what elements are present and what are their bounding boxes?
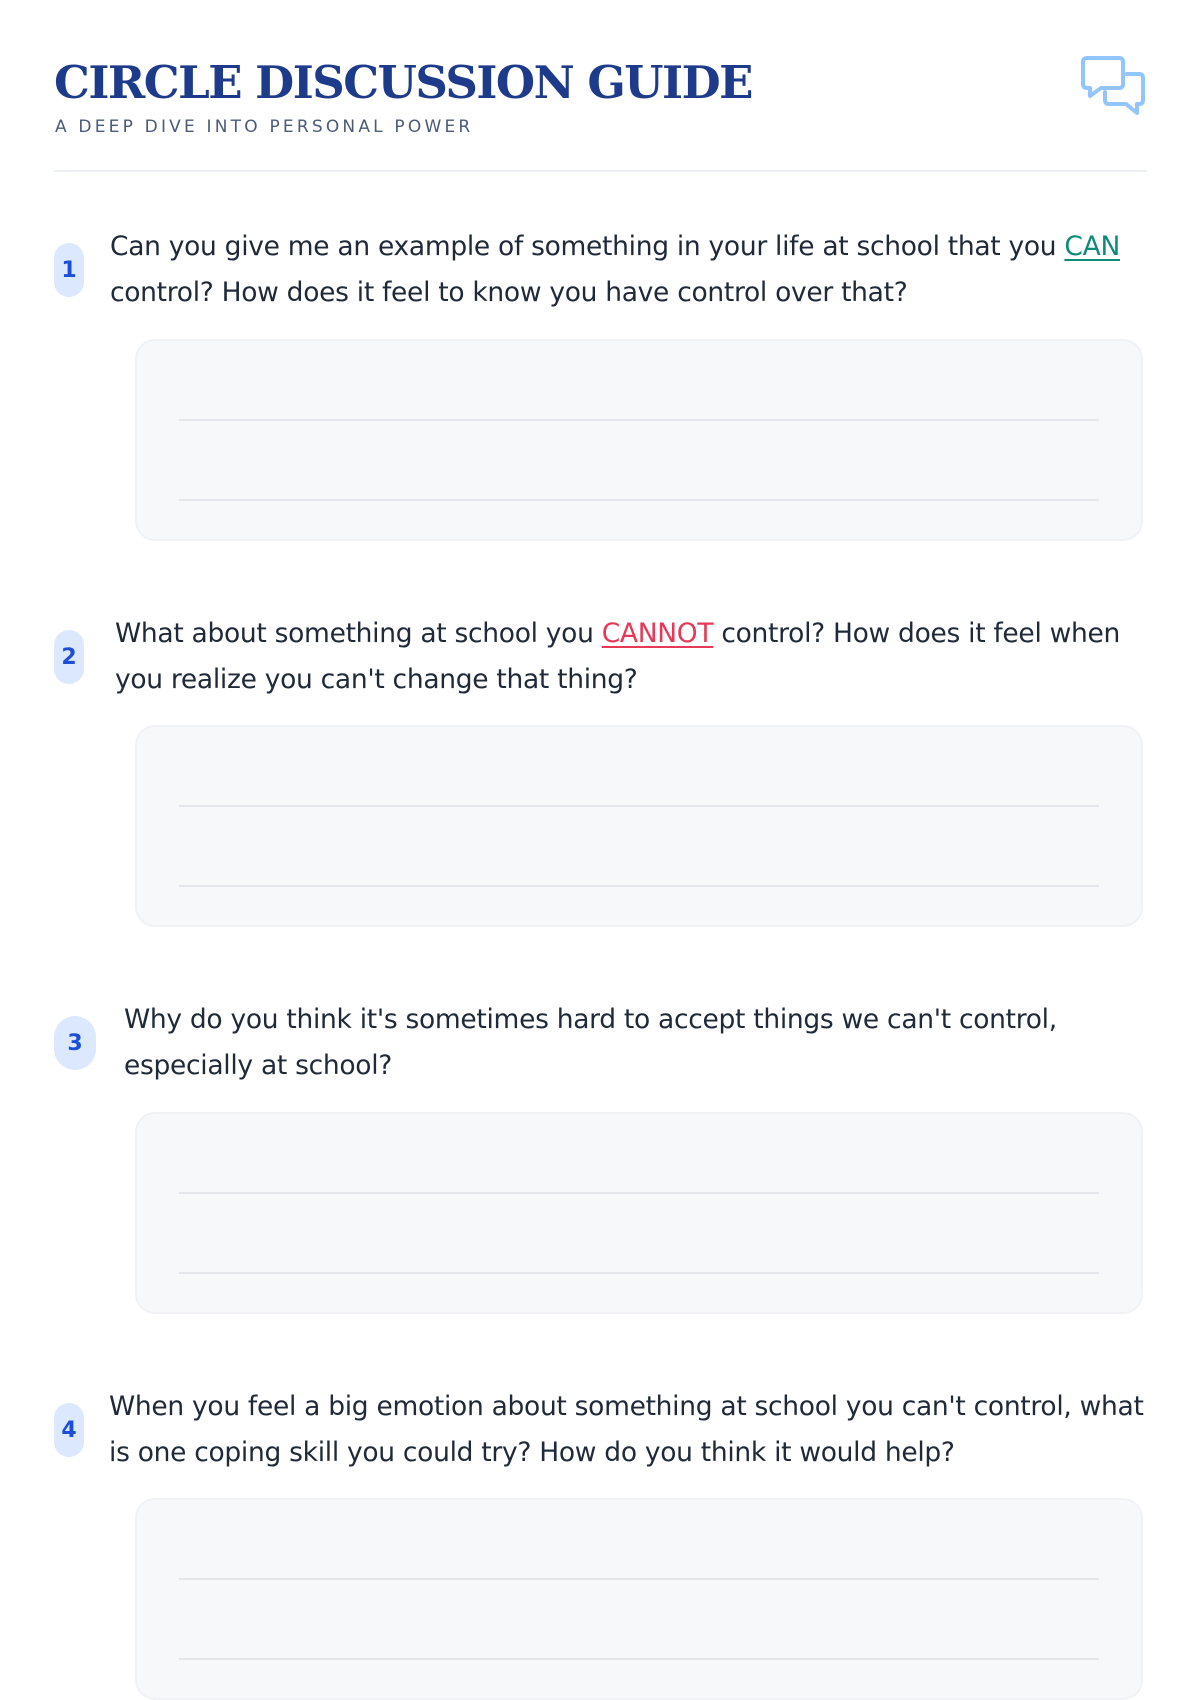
page-subtitle: A DEEP DIVE INTO PERSONAL POWER (55, 117, 474, 137)
answer-line (179, 1658, 1099, 1660)
answer-line (179, 1578, 1099, 1580)
question-text-part: control? How does it feel to know you have control over that? (110, 277, 908, 308)
answer-line (179, 1192, 1099, 1194)
answer-box[interactable] (135, 339, 1143, 541)
answer-line (179, 419, 1099, 421)
answer-line (179, 885, 1099, 887)
question-number-badge: 4 (54, 1403, 84, 1457)
chat-bubbles-icon (1081, 54, 1147, 120)
question-text: Why do you think it's sometimes hard to accept things we can't control, especially at school? (124, 1004, 1057, 1081)
answer-line (179, 499, 1099, 501)
question-text-part: Can you give me an example of something in your life at school that you (110, 231, 1065, 262)
question-text (115, 611, 1147, 703)
page-title: CIRCLE DISCUSSION GUIDE (54, 56, 752, 109)
question-number-badge: 2 (54, 630, 84, 684)
question-number-badge: 1 (54, 243, 84, 297)
question-text (110, 224, 1147, 316)
answer-line (179, 805, 1099, 807)
discussion-guide-page (54, 0, 1147, 1600)
answer-box[interactable] (135, 725, 1143, 927)
cannot-highlight: CANNOT (601, 618, 714, 649)
can-highlight: CAN (1064, 231, 1120, 262)
guide-header (54, 0, 1147, 172)
answer-line (179, 1272, 1099, 1274)
answer-box[interactable] (135, 1498, 1143, 1700)
answer-box[interactable] (135, 1112, 1143, 1314)
question-number-badge: 3 (54, 1016, 96, 1070)
question-text-part: control? How does it feel when you realize you can't change that thing? (115, 618, 1120, 695)
question-text: When you feel a big emotion about something at school you can't control, what is one coping skill you could try? How do you think it would help? (109, 1391, 1144, 1468)
question-text-part: What about something at school you (115, 618, 602, 649)
